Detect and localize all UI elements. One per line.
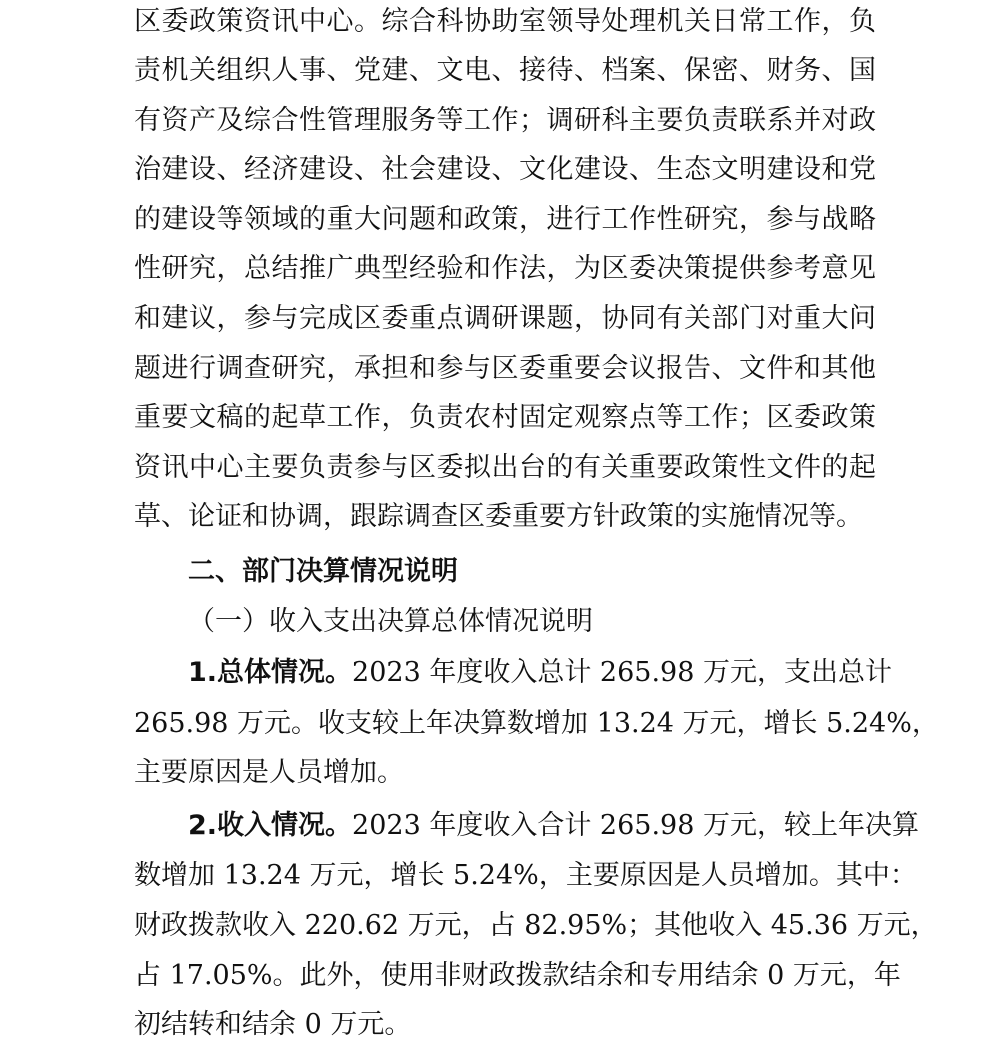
overall-text: 2023 年度收入总计 265.98 万元，支出总计 [352,657,892,688]
income-paragraph-line: 财政拨款收入 220.62 万元，占 82.95%；其他收入 45.36 万元， [134,910,938,941]
intro-line: 有资产及综合性管理服务等工作；调研科主要负责联系并对政 [134,105,876,136]
intro-line: 治建设、经济建设、社会建设、文化建设、生态文明建设和党 [134,154,876,185]
income-paragraph-line: 占 17.05%。此外，使用非财政拨款结余和专用结余 0 万元，年 [134,960,901,991]
intro-line: 的建设等领域的重大问题和政策，进行工作性研究，参与战略 [134,204,876,235]
income-paragraph-line: 初结转和结余 0 万元。 [134,1009,412,1040]
intro-line: 资讯中心主要负责参与区委拟出台的有关重要政策性文件的起 [134,452,876,483]
overall-paragraph-line [188,653,892,693]
intro-line: 和建议，参与完成区委重点调研课题，协同有关部门对重大问 [134,303,876,334]
intro-line: 草、论证和协调，跟踪调查区委重要方针政策的实施情况等。 [134,501,863,532]
income-label: 2.收入情况。 [188,810,353,841]
overall-paragraph-line: 主要原因是人员增加。 [134,757,404,788]
income-paragraph-line: 数增加 13.24 万元，增长 5.24%，主要原因是人员增加。其中： [134,860,917,891]
income-paragraph-line [188,806,919,846]
income-text: 2023 年度收入合计 265.98 万元，较上年决算 [352,810,919,841]
section-heading: 二、部门决算情况说明 [188,556,458,587]
intro-line: 重要文稿的起草工作，负责农村固定观察点等工作；区委政策 [134,402,876,433]
intro-line: 责机关组织人事、党建、文电、接待、档案、保密、财务、国 [134,55,876,86]
overall-paragraph-line: 265.98 万元。收支较上年决算数增加 13.24 万元，增长 5.24%， [134,708,939,739]
intro-line: 性研究，总结推广典型经验和作法，为区委决策提供参考意见 [134,253,876,284]
intro-line: 题进行调查研究，承担和参与区委重要会议报告、文件和其他 [134,353,876,384]
section-subheading: （一）收入支出决算总体情况说明 [188,606,593,637]
overall-label: 1.总体情况。 [188,657,353,688]
intro-line: 区委政策资讯中心。综合科协助室领导处理机关日常工作，负 [134,6,876,37]
